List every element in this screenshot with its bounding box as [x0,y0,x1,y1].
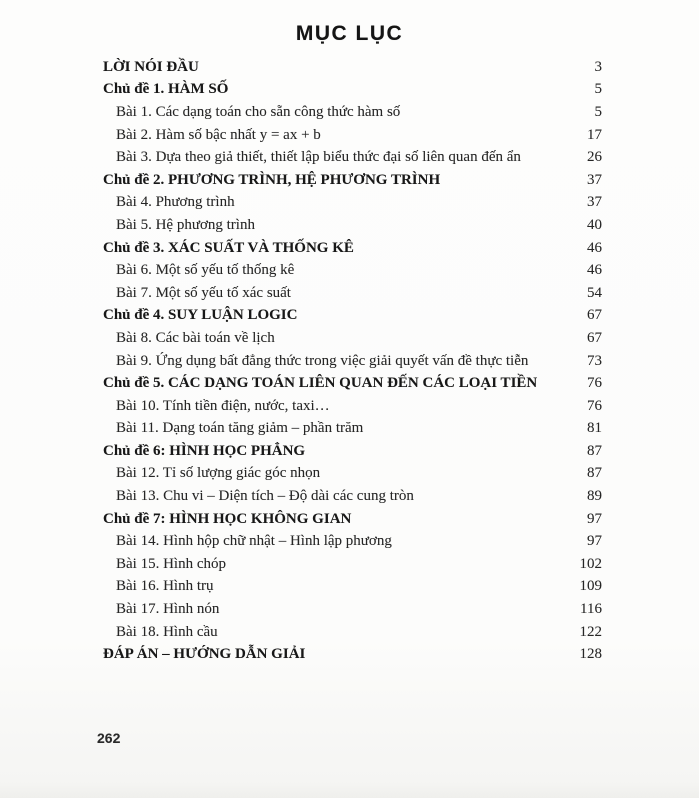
toc-entry [103,214,602,237]
toc-entry-label: Bài 2. Hàm số bậc nhất y = ax + b [116,126,321,143]
toc-entry-label: Bài 9. Ứng dụng bất đẳng thức trong việc giải quyết vấn đề thực tiễn [116,352,529,369]
footer-page-number: 262 [97,730,121,746]
toc-entry-label: Chủ đề 3. XÁC SUẤT VÀ THỐNG KÊ [103,239,354,256]
toc-entry [103,508,602,531]
toc-entry [103,192,602,215]
toc-entry [103,237,602,260]
toc-entry [103,146,602,169]
toc-entry-label: Bài 16. Hình trụ [116,578,214,595]
toc-entry [103,530,602,553]
toc-entry [103,598,602,621]
page-title: MỤC LỤC [295,22,404,45]
toc-entry-page-number: 3 [594,58,602,75]
toc-entry-page-number: 89 [587,488,602,505]
toc-entry-page-number: 37 [587,194,602,211]
toc-entry-page-number: 37 [587,171,602,188]
toc-entry [103,124,602,147]
toc-entry-label: Bài 13. Chu vi – Diện tích – Độ dài các cung tròn [116,488,414,505]
toc-entry-page-number: 102 [579,555,602,572]
toc-entry-page-number: 76 [587,375,602,392]
toc-entry-page-number: 76 [587,397,602,414]
toc-entry [103,440,602,463]
toc-entry-page-number: 5 [594,81,602,98]
toc-entry-label: Bài 15. Hình chóp [116,555,226,572]
toc-entry [103,463,602,486]
toc-entry-page-number: 46 [587,262,602,279]
toc-entry-label: Bài 6. Một số yếu tố thống kê [116,262,295,279]
toc-entry [103,418,602,441]
toc-entry-page-number: 116 [580,601,602,618]
toc-entry-page-number: 26 [587,149,602,166]
toc-entry-label: Bài 3. Dựa theo giả thiết, thiết lập biểu thức đại số liên quan đến ẩn [116,149,521,166]
toc-entry-page-number: 97 [587,510,602,527]
toc-entry-label: Bài 11. Dạng toán tăng giảm – phần trăm [116,420,364,437]
toc-entry-label: Bài 5. Hệ phương trình [116,216,255,233]
toc-entry [103,485,602,508]
toc-entry-page-number: 54 [587,284,602,301]
toc-entry [103,553,602,576]
toc-entry-page-number: 67 [587,307,602,324]
toc-entry [103,169,602,192]
toc-entry-label: Bài 18. Hình cầu [116,623,218,640]
toc-entry-label: Bài 4. Phương trình [116,194,235,211]
toc-entry-page-number: 97 [587,533,602,550]
toc-entry [103,79,602,102]
toc-entry-label: Chủ đề 5. CÁC DẠNG TOÁN LIÊN QUAN ĐẾN CÁC LOẠI TIỀN [103,375,538,392]
toc-entry-page-number: 128 [579,646,602,663]
toc-entry-label: Chủ đề 1. HÀM SỐ [103,81,229,98]
toc-entry-page-number: 122 [579,623,602,640]
toc-entry-page-number: 5 [594,103,602,120]
toc-entry [103,372,602,395]
toc-entry-page-number: 17 [587,126,602,143]
toc-entry-page-number: 87 [587,442,602,459]
toc-entry [103,350,602,373]
toc-entry [103,576,602,599]
toc-list [103,56,602,666]
toc-entry-page-number: 109 [579,578,602,595]
toc-entry-label: Chủ đề 2. PHƯƠNG TRÌNH, HỆ PHƯƠNG TRÌNH [103,171,441,188]
toc-entry-label: Bài 17. Hình nón [116,601,220,618]
toc-entry-label: Chủ đề 7: HÌNH HỌC KHÔNG GIAN [103,510,352,527]
toc-entry [103,395,602,418]
toc-entry [103,101,602,124]
toc-entry [103,643,602,666]
toc-entry-label: Chủ đề 6: HÌNH HỌC PHẲNG [103,442,306,459]
toc-entry-label: Bài 8. Các bài toán về lịch [116,329,275,346]
toc-entry-label: Bài 12. Tỉ số lượng giác góc nhọn [116,465,321,482]
toc-entry [103,621,602,644]
toc-entry-page-number: 87 [587,465,602,482]
toc-entry [103,259,602,282]
toc-entry-label: Bài 7. Một số yếu tố xác suất [116,284,291,301]
toc-entry-label: Bài 10. Tính tiền điện, nước, taxi… [116,397,330,414]
toc-entry-page-number: 46 [587,239,602,256]
toc-entry-page-number: 81 [587,420,602,437]
toc-entry-label: Bài 14. Hình hộp chữ nhật – Hình lập phương [116,533,392,550]
toc-entry [103,327,602,350]
toc-entry [103,282,602,305]
toc-entry-label: LỜI NÓI ĐẦU [103,58,199,75]
toc-entry-label: Bài 1. Các dạng toán cho sẵn công thức hàm số [116,103,401,120]
toc-entry-page-number: 67 [587,329,602,346]
toc-entry [103,305,602,328]
toc-entry-label: ĐÁP ÁN – HƯỚNG DẪN GIẢI [103,646,306,663]
toc-entry [103,56,602,79]
toc-entry-label: Chủ đề 4. SUY LUẬN LOGIC [103,307,298,324]
toc-entry-page-number: 40 [587,216,602,233]
toc-entry-page-number: 73 [587,352,602,369]
